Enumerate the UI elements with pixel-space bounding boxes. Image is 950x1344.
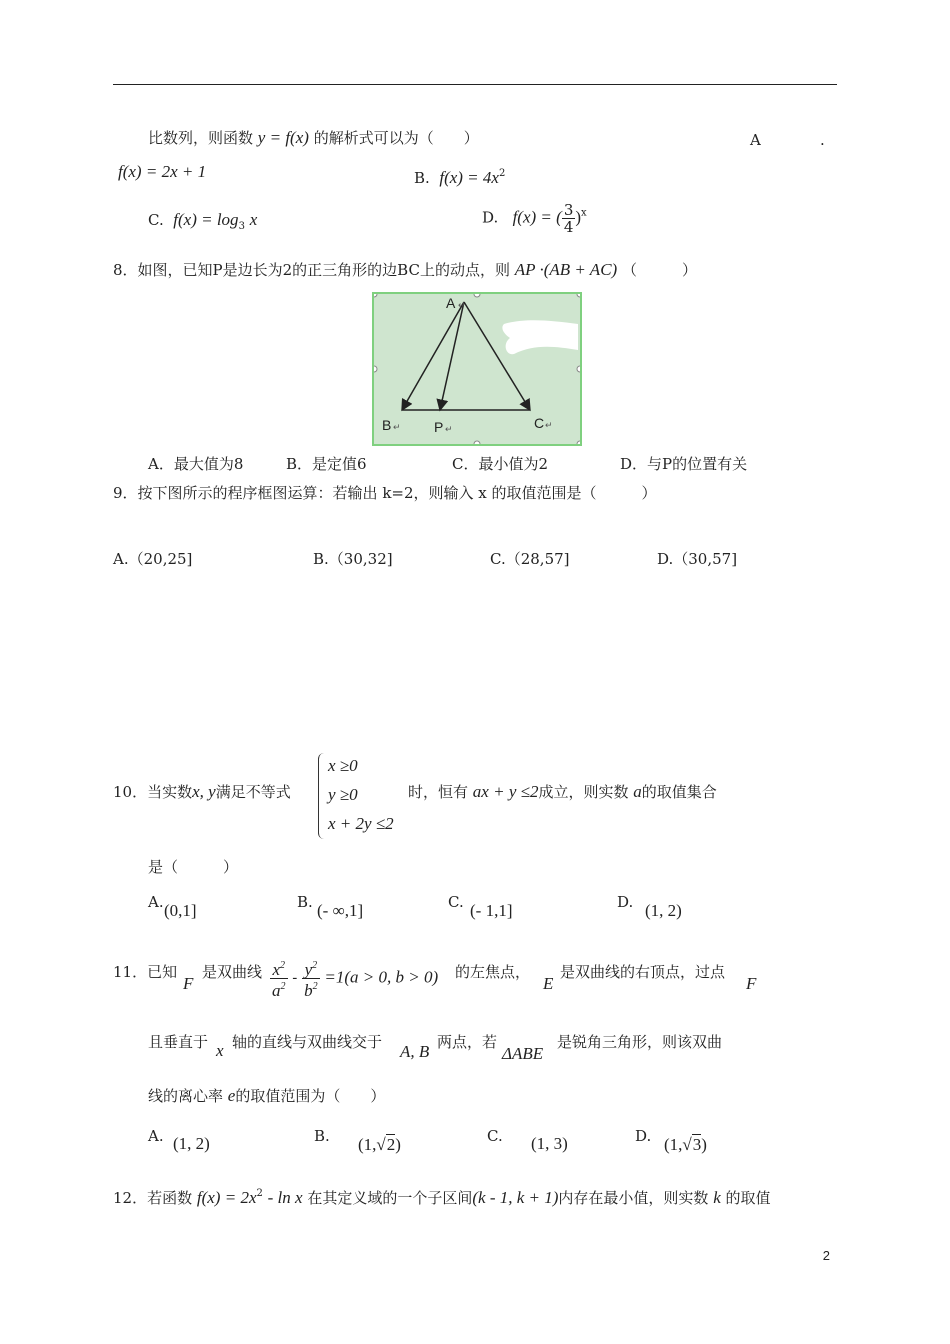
q10-constraint-2: y ≥0	[328, 785, 358, 804]
q12-mid2: 内存在最小值，则实数	[558, 1189, 709, 1207]
q11-option-c-label: C.	[487, 1127, 503, 1145]
q7-stem-line	[148, 128, 479, 148]
q10-constraint-3: x + 2y ≤2	[328, 814, 394, 833]
q10-option-b-label: B.	[297, 893, 313, 911]
handle-right[interactable]	[577, 366, 580, 372]
q10-inequality: ax + y ≤2	[472, 782, 539, 801]
q8-option-d: D．与P的位置有关	[620, 455, 748, 473]
q12-number: 12．若函数	[113, 1189, 193, 1207]
q7-stem: 比数列，则函数	[148, 129, 254, 147]
q11-frac-x	[270, 958, 288, 999]
q12-f: f(x) = 2x	[196, 1188, 257, 1207]
q9-option-a: A.（20,25]	[113, 550, 193, 568]
q9-option-b: B.（30,32]	[313, 550, 393, 568]
q11-line2a: 且垂直于	[148, 1033, 209, 1051]
q12-interval: (k - 1, k + 1)	[472, 1188, 559, 1207]
q8-paren: （ ）	[621, 261, 697, 279]
q11-y-sup: 2	[312, 960, 318, 971]
q10-stem2: 满足不等式	[215, 783, 291, 801]
q11-number: 11．已知	[113, 963, 178, 981]
q11-option-b-label: B.	[314, 1127, 330, 1145]
arrow-ap	[440, 302, 464, 410]
label-a: A	[446, 295, 456, 311]
label-c-return: ↵	[545, 420, 553, 430]
q12-rest: - ln x	[267, 1188, 303, 1207]
q12-sup: 2	[256, 1188, 263, 1199]
triangle-diagram	[374, 294, 580, 444]
q11-e: e	[227, 1086, 236, 1105]
page-number: 2	[822, 1248, 830, 1263]
q12-mid: 在其定义域的一个子区间	[307, 1189, 473, 1207]
q10-option-c: (- 1,1]	[470, 901, 513, 920]
q7-b-label: B.	[414, 169, 430, 187]
header-rule	[113, 84, 837, 85]
q10-mid: 时，恒有	[408, 783, 469, 801]
q7-option-a-dot: .	[820, 131, 825, 149]
handle-top[interactable]	[474, 294, 480, 297]
q10-option-b: (- ∞,1]	[317, 901, 364, 920]
q9-stem: 9．按下图所示的程序框图运算：若输出 k=2，则输入 x 的取值范围是（ ）	[113, 484, 657, 502]
q11-line3a: 线的离心率	[148, 1087, 224, 1105]
q10-option-d-label: D.	[617, 893, 634, 911]
q11-line2b: 轴的直线与双曲线交于	[232, 1033, 383, 1051]
q8-number: 8．	[113, 261, 138, 279]
q10-tail-text: 成立，则实数	[538, 783, 629, 801]
q11-b: b	[304, 981, 313, 1000]
q11-x-sup: 2	[280, 960, 286, 971]
q10-option-c-label: C.	[448, 893, 464, 911]
q10-line2: 是（ ）	[148, 858, 239, 876]
q7-d-label: D.	[482, 208, 499, 227]
q11-s2: 的左焦点，	[455, 963, 531, 981]
q11-frac-x-den	[270, 979, 288, 999]
q10-system-brace	[318, 753, 327, 839]
sqrt-icon: √	[376, 1135, 386, 1154]
q11-option-a-label: A.	[148, 1127, 164, 1145]
label-c: C	[534, 415, 545, 431]
arrow-ac	[464, 302, 530, 410]
sqrt-icon: √	[682, 1135, 692, 1154]
q12-line	[113, 1184, 771, 1208]
q11-b-sup: 2	[312, 981, 318, 992]
q7-b-expr: f(x) = 4x	[439, 168, 499, 187]
q7-d-num: 3	[563, 201, 574, 219]
q11-option-b	[358, 1135, 401, 1155]
q11-line2d: 是锐角三角形，则该双曲	[557, 1033, 723, 1051]
q8-expr: AP ·(AB + AC)	[514, 260, 618, 279]
q9-option-c: C.（28,57]	[490, 550, 570, 568]
q11-line3b: 的取值范围为（ ）	[235, 1087, 386, 1105]
q11-x-axis: x	[216, 1041, 224, 1060]
q11-d-rad: 3	[692, 1135, 702, 1154]
q10-option-a: (0,1]	[164, 901, 197, 920]
q11-option-d-label: D.	[635, 1127, 652, 1145]
q7-d-den: 4	[563, 218, 574, 236]
q7-d-expr: f(x) = (	[512, 207, 562, 227]
q9-option-d: D.（30,57]	[657, 550, 738, 568]
q11-frac-y	[302, 958, 320, 999]
q11-line3	[148, 1086, 385, 1106]
handle-top-right[interactable]	[577, 294, 580, 297]
q7-c-expr: f(x) = log	[173, 210, 239, 229]
handle-bottom[interactable]	[474, 441, 480, 444]
q11-f2: F	[746, 974, 757, 993]
q11-b-pre: (1,	[358, 1135, 377, 1154]
q11-minus: -	[292, 968, 298, 987]
q8-option-a: A．最大值为8	[148, 455, 244, 473]
q11-f: F	[183, 974, 194, 993]
q7-option-b	[414, 164, 505, 188]
label-p-return: ↵	[445, 424, 453, 434]
q11-frac-y-den	[302, 979, 320, 999]
q7-c-label: C.	[148, 211, 164, 229]
handle-left[interactable]	[374, 366, 377, 372]
label-a-return: ↵	[458, 300, 466, 310]
q11-triangle: ΔABE	[502, 1044, 544, 1063]
q11-d-post: )	[701, 1135, 707, 1154]
q7-c-var: x	[249, 210, 258, 229]
label-b: B	[382, 417, 392, 433]
q8-stem-line	[113, 260, 697, 280]
q10-constraint-1: x ≥0	[328, 756, 358, 775]
handle-top-left[interactable]	[374, 294, 377, 297]
q10-option-a-label: A.	[148, 893, 164, 911]
q11-d-pre: (1,	[664, 1135, 683, 1154]
q11-ab: A, B	[400, 1042, 430, 1061]
q12-k: k	[713, 1188, 721, 1207]
arrow-ab	[402, 302, 464, 410]
white-scribble-shape	[502, 320, 578, 354]
q7-option-a-label: A	[750, 131, 761, 149]
q7-option-a: f(x) = 2x + 1	[118, 162, 207, 181]
q11-option-c: (1, 3)	[531, 1134, 568, 1153]
q7-option-d	[482, 202, 587, 235]
q7-expr: y = f(x)	[257, 128, 309, 147]
q7-c-sub: 3	[238, 221, 245, 232]
q10-tail	[408, 782, 717, 802]
q8-option-c: C．最小值为2	[452, 455, 549, 473]
q11-eq-rest: =1(a > 0, b > 0)	[324, 967, 439, 987]
q7-tail: 的解析式可以为（ ）	[313, 129, 479, 147]
q11-frac-y-num	[302, 958, 320, 979]
q11-option-a: (1, 2)	[173, 1134, 210, 1153]
q10-tail2: 的取值集合	[641, 783, 717, 801]
label-p: P	[434, 419, 444, 435]
q11-b-rad: 2	[386, 1135, 396, 1154]
triangle-figure	[372, 292, 582, 446]
handle-bottom-right[interactable]	[577, 441, 580, 444]
q7-d-sup: x	[581, 207, 587, 219]
q8-stem: 如图，已知P是边长为2的正三角形的边BC上的动点，则	[137, 261, 510, 279]
q11-x: x	[272, 960, 281, 979]
q11-e-point: E	[543, 974, 554, 993]
q11-b-post: )	[395, 1135, 401, 1154]
q11-s1: 是双曲线	[202, 963, 263, 981]
q10-vars: x, y	[192, 782, 216, 801]
q11-a-sup: 2	[280, 981, 286, 992]
q7-d-post: )	[575, 207, 582, 227]
q10-number: 10．当实数	[113, 783, 193, 801]
q11-line2c: 两点，若	[437, 1033, 498, 1051]
q8-option-b: B．是定值6	[286, 455, 367, 473]
q11-frac-x-num	[270, 958, 288, 979]
q10-option-d: (1, 2)	[645, 901, 682, 920]
q7-b-sup: 2	[498, 168, 506, 179]
q11-y: y	[304, 960, 313, 979]
q11-option-d	[664, 1135, 707, 1155]
label-b-return: ↵	[393, 422, 401, 432]
q7-d-fraction	[562, 202, 576, 235]
q11-a: a	[272, 981, 281, 1000]
q10-stem	[113, 782, 291, 802]
q11-s3: 是双曲线的右顶点，过点	[560, 963, 726, 981]
q11-hyperbola-eq	[270, 958, 438, 999]
q7-option-c	[148, 210, 257, 237]
q12-tail: 的取值	[725, 1189, 771, 1207]
q10-a: a	[633, 782, 642, 801]
